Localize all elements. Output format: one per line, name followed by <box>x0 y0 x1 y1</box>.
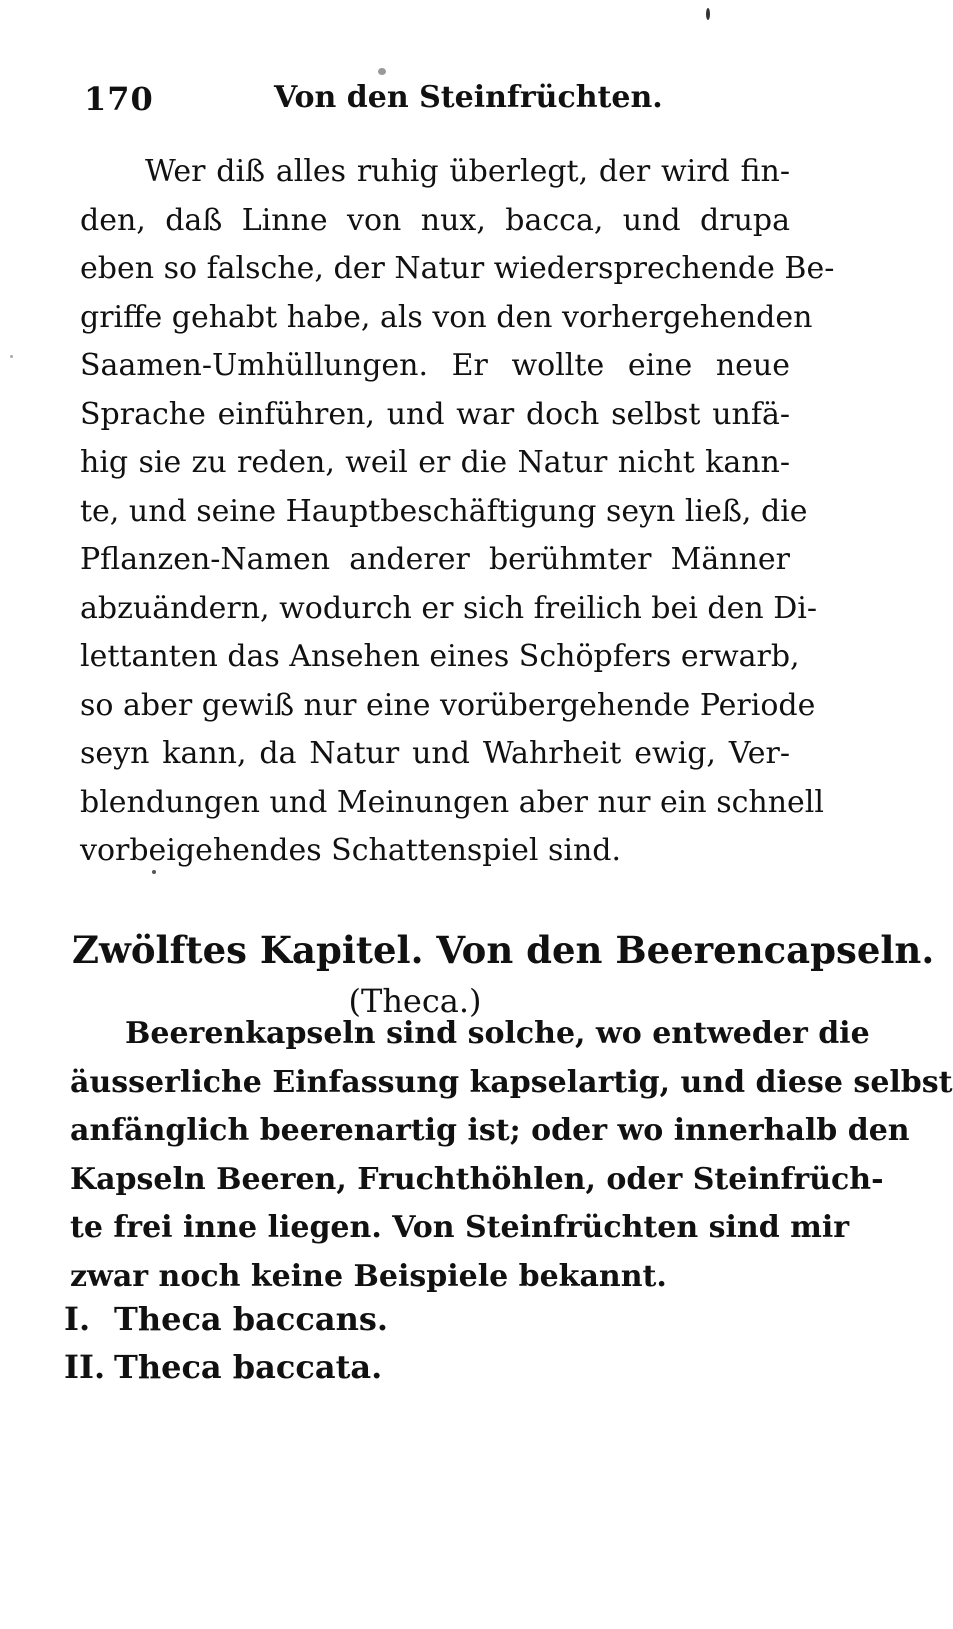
list-item <box>64 1295 564 1343</box>
chapter-heading: Zwölftes Kapitel. Von den Beerencapseln. <box>72 928 935 972</box>
text-line: griffe gehabt habe, als von den vorhergehenden <box>80 299 813 335</box>
list-item <box>64 1343 564 1391</box>
text-line: anfänglich beerenartig ist; oder wo innerhalb den <box>70 1113 910 1148</box>
text-line: zwar noch keine Beispiele bekannt. <box>70 1258 667 1294</box>
text-line: te, und seine Hauptbeschäftigung seyn ließ, die <box>80 493 808 529</box>
page-number: 170 <box>84 80 154 118</box>
paragraph-body <box>80 148 835 876</box>
ink-speck <box>10 355 13 358</box>
text-line: Saamen-Umhüllungen. Er wollte eine neue <box>80 348 790 383</box>
text-line: te frei inne liegen. Von Steinfrüchten sind mir <box>70 1210 850 1245</box>
paragraph-chapter-body <box>70 1010 953 1301</box>
list-item-number: II. <box>64 1348 106 1386</box>
text-line: Wer diß alles ruhig überlegt, der wird fin- <box>145 154 790 189</box>
list-item-number: I. <box>64 1300 91 1338</box>
text-line: so aber gewiß nur eine vorübergehende Periode <box>80 687 816 723</box>
text-line: blendungen und Meinungen aber nur ein schnell <box>80 784 824 820</box>
text-line: Kapseln Beeren, Fruchthöhlen, oder Steinfrüch- <box>70 1161 884 1197</box>
text-line: lettanten das Ansehen eines Schöpfers erwarb, <box>80 639 800 674</box>
ink-speck <box>152 870 156 874</box>
text-line: seyn kann, da Natur und Wahrheit ewig, Ver- <box>80 736 790 771</box>
running-head: Von den Steinfrüchten. <box>274 80 663 115</box>
text-line: Pflanzen-Namen anderer berühmter Männer <box>80 542 790 577</box>
ink-speck <box>378 68 386 75</box>
text-line: eben so falsche, der Natur wiedersprechende Be- <box>80 251 835 286</box>
species-list <box>64 1295 564 1391</box>
chapter-subtitle: (Theca.) <box>348 982 482 1020</box>
text-line: äusserliche Einfassung kapselartig, und diese selbst <box>70 1064 953 1100</box>
text-line: den, daß Linne von nux, bacca, und drupa <box>80 202 790 238</box>
page-header <box>84 80 770 120</box>
list-item-text: Theca baccata. <box>114 1348 383 1386</box>
text-line: vorbeigehendes Schattenspiel sind. <box>80 833 622 868</box>
ink-speck <box>706 8 710 20</box>
text-line: abzuändern, wodurch er sich freilich bei den Di- <box>80 590 817 626</box>
text-line: Sprache einführen, und war doch selbst unfä- <box>80 396 790 432</box>
text-line: hig sie zu reden, weil er die Natur nicht kann- <box>80 445 790 480</box>
text-line: Beerenkapseln sind solche, wo entweder die <box>125 1016 870 1051</box>
list-item-text: Theca baccans. <box>114 1300 389 1338</box>
